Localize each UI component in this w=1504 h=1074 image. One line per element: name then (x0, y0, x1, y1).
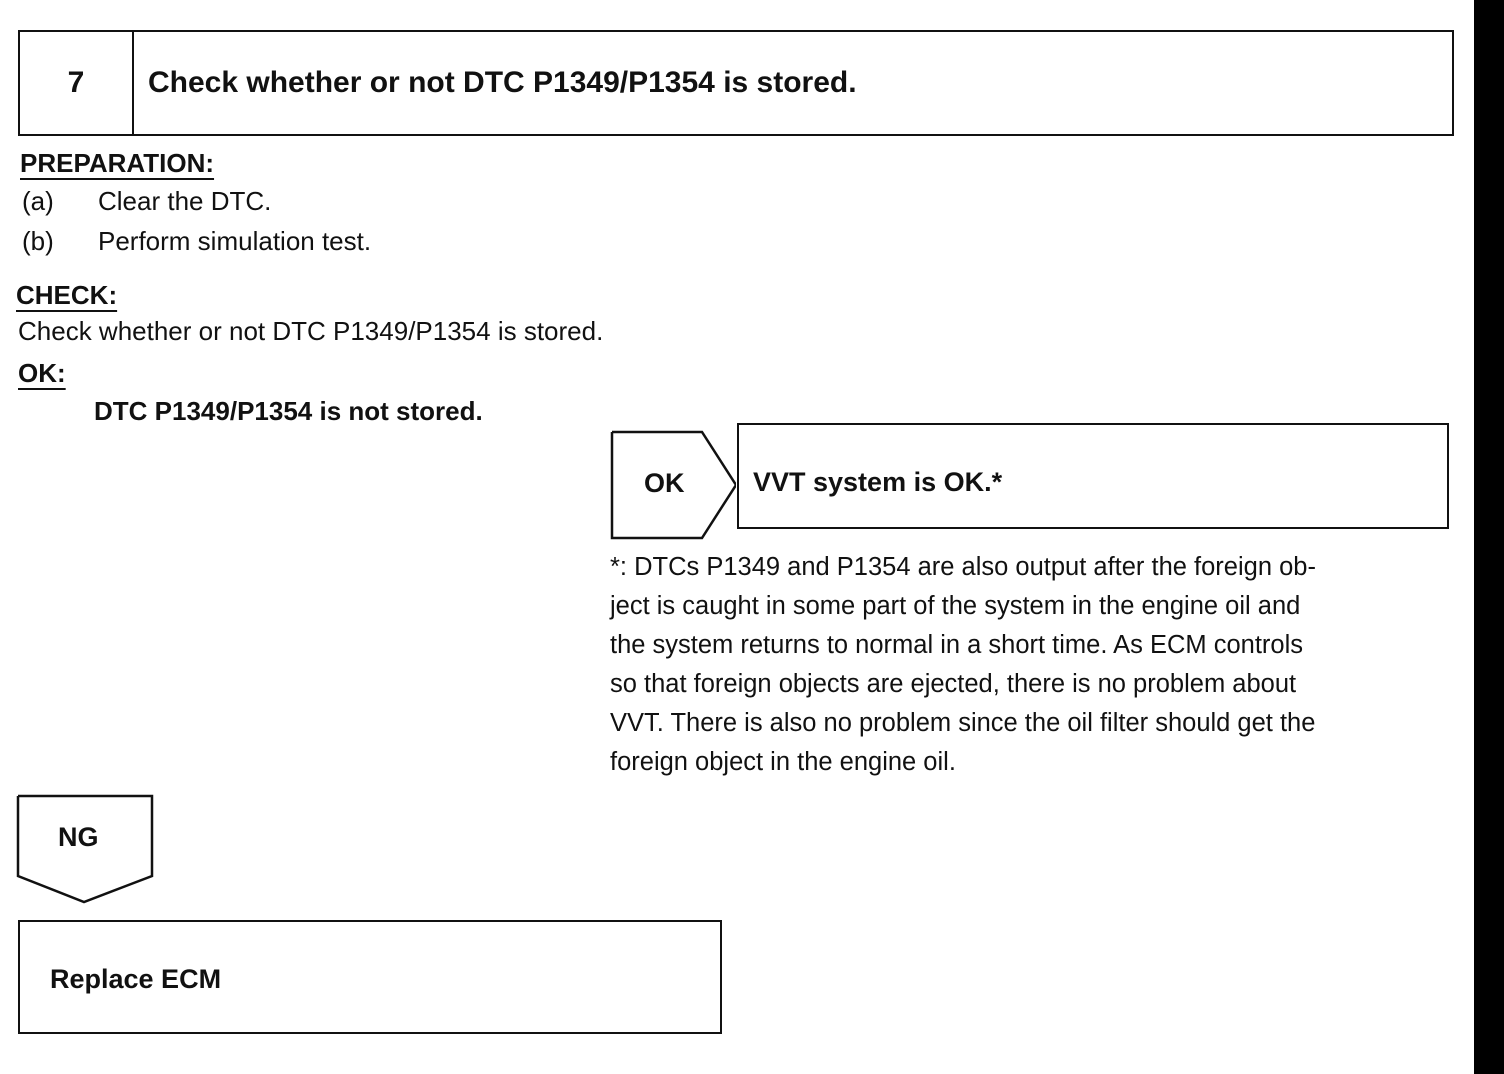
ok-result-text: VVT system is OK.* (753, 467, 1003, 497)
preparation-item-a-marker: (a) (22, 186, 54, 216)
ng-action-box (18, 920, 722, 1034)
ok-criteria-heading: OK: (18, 358, 66, 388)
ok-branch-arrow (610, 430, 736, 540)
ng-action-text: Replace ECM (50, 964, 222, 994)
page-edge-bar (1474, 0, 1504, 1074)
ng-branch-arrow (16, 794, 156, 906)
step-number: 7 (20, 32, 134, 134)
check-text: Check whether or not DTC P1349/P1354 is stored. (18, 316, 604, 346)
ng-branch-label: NG (58, 822, 99, 852)
step-title: Check whether or not DTC P1349/P1354 is stored. (148, 66, 857, 99)
footnote-line: VVT. There is also no problem since the oil filter should get the (610, 709, 1316, 737)
ok-footnote (610, 548, 1452, 782)
footnote-line: so that foreign objects are ejected, there is no problem about (610, 670, 1297, 698)
footnote-line: ject is caught in some part of the system in the engine oil and (610, 592, 1301, 620)
footnote-line: the system returns to normal in a short time. As ECM controls (610, 631, 1303, 659)
preparation-item-b-text: Perform simulation test. (98, 226, 372, 256)
step-header (18, 30, 1454, 136)
footnote-line: *: DTCs P1349 and P1354 are also output after the foreign ob- (610, 553, 1316, 581)
preparation-heading: PREPARATION: (20, 148, 215, 178)
footnote-line: foreign object in the engine oil. (610, 748, 956, 776)
preparation-item-b-marker: (b) (22, 226, 54, 256)
check-heading: CHECK: (16, 280, 118, 310)
preparation-item-a-text: Clear the DTC. (98, 186, 272, 216)
ok-result-box (737, 423, 1449, 529)
ok-criteria-text: DTC P1349/P1354 is not stored. (94, 396, 483, 426)
ok-branch-label: OK (644, 468, 685, 498)
